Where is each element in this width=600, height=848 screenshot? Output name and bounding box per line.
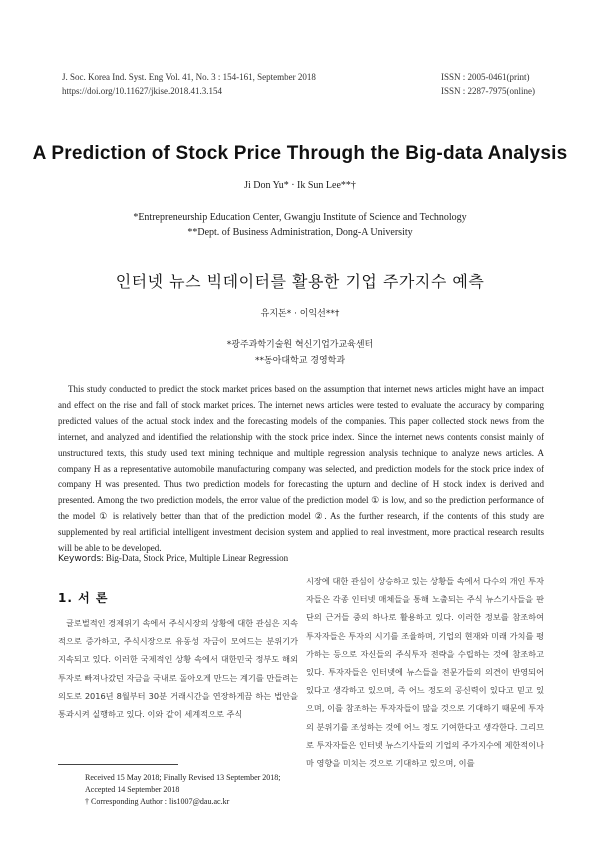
keywords-value: : Big-Data, Stock Price, Multiple Linear Regression <box>101 553 289 563</box>
paper-title-ko: 인터넷 뉴스 빅데이터를 활용한 기업 주가지수 예측 <box>115 272 485 291</box>
footnote-accepted: Accepted 14 September 2018 <box>85 785 180 794</box>
authors-en: Ji Don Yu* · Ik Sun Lee**† <box>244 180 356 191</box>
footnote-divider <box>58 764 178 765</box>
keywords <box>58 553 288 564</box>
abstract: This study conducted to predict the stock market prices based on the assumption that internet news articles might have an impact and effect on the rise and fall of stock market prices. The internet news articles were tested to evaluate the accuracy by comparing predicted values of the actual stock index and the forecasting models of the companies. This paper collected stock news from the internet, and analyzed and identified the relationship with the stock price index. Since the internet news contents consist mainly of unstructured texts, this study used text mining technique and multiple regression analysis technique to analyze news articles. A company H as a representative automobile manufacturing company was selected, and prediction models for the stock price index of company H was presented. Thus two prediction models for forecasting the upturn and decline of H stock index is derived and presented. Among the two prediction models, the error value of the prediction model ① is low, and so the prediction performance of the model ① is relatively better than that of the prediction model ②. As the further research, if the contents of this study are supplemented by real artificial intelligent investment decision system and applied to real investment, more practical research results will be able to be developed. <box>58 384 544 554</box>
journal-citation <box>62 70 316 98</box>
issn-print: ISSN : 2005-0461(print) <box>441 72 530 82</box>
affiliations-en <box>0 210 600 240</box>
section-1-heading: 1. 서 론 <box>58 591 109 605</box>
doi-line[interactable]: https://doi.org/10.11627/jkise.2018.41.3.154 <box>62 86 223 96</box>
affiliation-ko-2: **동아대학교 경영학과 <box>254 356 346 366</box>
section-1-left-column: 글로벌적인 경제위기 속에서 주식시장의 상황에 대한 관심은 지속적으로 증가하고, 주식시장으로 유동성 자금이 모여드는 분위기가 지속되고 있다. 이러한 국제적인 상황 속에서 대한민국 정부도 해외 투자로 빠져나갔던 자금을 국내로 돌아오게 만드는 계기를 만들려는 의도로 2016년 8월부터 30분 거래시간을 연장하게끔 하는 법안을 통과시켜 실행하고 있다. 이와 같이 세계적으로 주식 <box>58 618 298 720</box>
affiliation-en-2: **Dept. of Business Administration, Dong-A University <box>187 227 413 238</box>
affiliations-ko <box>0 337 600 369</box>
authors-ko: 유지돈* · 이익선**† <box>260 309 340 319</box>
footnote-corresponding: † Corresponding Author : lis1007@dau.ac.kr <box>85 797 230 806</box>
footnote-received: Received 15 May 2018; Finally Revised 13 September 2018; <box>85 773 281 782</box>
keywords-label: Keywords <box>58 554 102 564</box>
section-1-right-column: 시장에 대한 관심이 상승하고 있는 상황들 속에서 다수의 개인 투자자들은 각종 인터넷 매체들을 통해 노출되는 주식 뉴스기사들을 판단의 근거들 중의 하나로 활용하고 있다. 이러한 정보를 참조하여 투자자들은 투자의 시기를 조율하며, 기업의 현재와 미래 가치를 평가하는 등으로 자신들의 주식투자 전략을 수립하는 것에 참조하고 있다. 투자자들은 인터넷에 뉴스들을 전문가들의 의견이 반영되어 있다고 생각하고 있으며, 즉 어느 정도의 공신력이 있다고 믿고 있으며, 이를 참조하는 투자자들이 많을 것으로 기대하기 때문에 투자의 분위기를 조성하는 것에 어느 정도 기여한다고 생각한다. 그리므로 투자자들은 인터넷 뉴스기사들의 기업의 주가지수에 제한적이나마 영향을 미치는 것으로 기대하고 있으며, 이를 <box>306 576 544 769</box>
issn-online: ISSN : 2287-7975(online) <box>441 86 535 96</box>
journal-line: J. Soc. Korea Ind. Syst. Eng Vol. 41, No. 3 : 154-161, September 2018 <box>62 72 316 82</box>
affiliation-en-1: *Entrepreneurship Education Center, Gwangju Institute of Science and Technology <box>133 212 467 223</box>
issn-block <box>441 70 535 98</box>
affiliation-ko-1: *광주과학기술원 혁신기업가교육센터 <box>226 340 374 350</box>
paper-title-en: A Prediction of Stock Price Through the Big-data Analysis <box>32 143 568 164</box>
footnotes <box>85 772 281 808</box>
